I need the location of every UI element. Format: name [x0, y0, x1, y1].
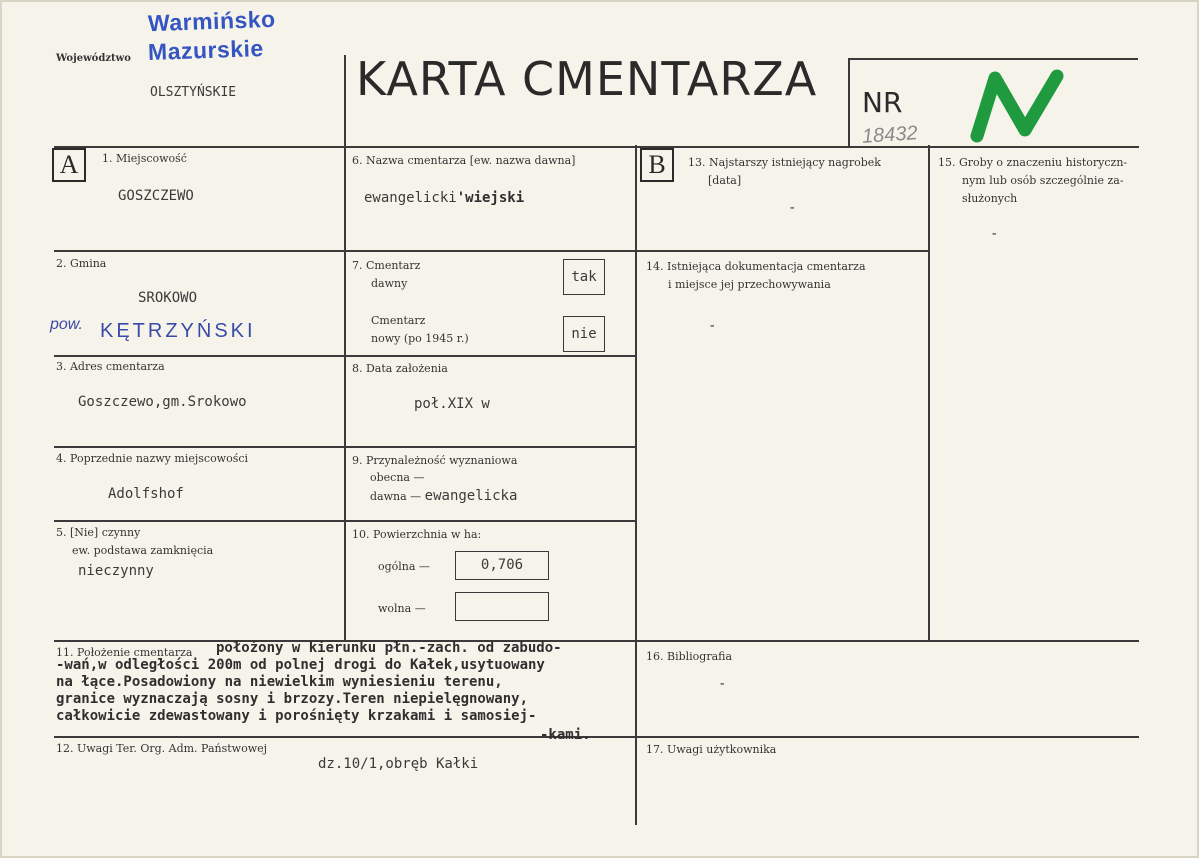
field11-label: 11. Położenie cmentarza: [56, 646, 193, 659]
row-line-3b: [344, 355, 635, 357]
field6-value-b: 'wiejski: [456, 190, 525, 206]
field9-dawna-label: dawna —: [370, 490, 425, 503]
old-voivodeship: OLSZTYŃSKIE: [150, 85, 237, 100]
voivodeship-stamp-line1: Warmińsko: [147, 5, 277, 37]
field12-value: dz.10/1,obręb Kałki: [318, 756, 479, 772]
field3-value: Goszczewo,gm.Srokowo: [78, 394, 247, 410]
section-b-letter: B: [640, 148, 674, 182]
row-line-7: [54, 736, 1139, 738]
field2-hand-value: KĘTRZYŃSKI: [100, 320, 256, 342]
row-line-3a: [54, 355, 344, 357]
field10-ogolna-box: 0,706: [455, 551, 549, 580]
field5-sublabel: ew. podstawa zamknięcia: [72, 544, 214, 557]
field15-value: -: [990, 226, 999, 242]
field7-label2: Cmentarz: [371, 314, 426, 327]
field9-label: 9. Przynależność wyznaniowa: [352, 454, 518, 467]
field7-nowy-label: nowy (po 1945 r.): [371, 332, 469, 345]
field13-value: -: [788, 200, 797, 216]
field7-box-nowy: nie: [563, 316, 605, 352]
nr-handwritten: 18432: [861, 122, 919, 148]
field2-label: 2. Gmina: [56, 257, 107, 270]
divider-col2: [635, 145, 637, 825]
field11-line1: położony w kierunku płn.-zach. od zabudo-: [216, 640, 562, 656]
field10-label: 10. Powierzchnia w ha:: [352, 528, 482, 541]
field15-label-line3: służonych: [962, 192, 1018, 205]
field15-label-line2: nym lub osób szczególnie za-: [962, 174, 1124, 187]
page-title: KARTA CMENTARZA: [356, 52, 818, 106]
field4-value: Adolfshof: [108, 486, 184, 502]
green-marker-letter: [965, 68, 1075, 148]
field10-ogolna-label: ogólna —: [378, 560, 430, 573]
field5-value: nieczynny: [78, 563, 154, 579]
divider-col1: [344, 55, 346, 640]
field9-dawna-value: ewangelicka: [424, 488, 518, 504]
field7-dawny-label: dawny: [371, 277, 408, 290]
field14-value: -: [708, 318, 717, 334]
field11-line3: na łące.Posadowiony na niewielkim wyniesieniu terenu,: [56, 674, 503, 690]
divider-col3: [928, 145, 930, 642]
field5-label: 5. [Nie] czynny: [56, 526, 141, 539]
field7-box-dawny: tak: [563, 259, 605, 295]
field13-label: 13. Najstarszy istniejący nagrobek: [688, 156, 881, 169]
nr-left-line: [848, 58, 850, 148]
row-line-4: [54, 446, 635, 448]
field13-sublabel: [data]: [708, 174, 742, 187]
field6-label: 6. Nazwa cmentarza [ew. nazwa dawna]: [352, 154, 576, 167]
field6-value-a: ewangelicki: [364, 190, 457, 206]
field3-label: 3. Adres cmentarza: [56, 360, 165, 373]
field15-label: 15. Groby o znaczeniu historyczn-: [938, 156, 1128, 169]
field17-label: 17. Uwagi użytkownika: [646, 743, 777, 756]
field2-value: SROKOWO: [138, 290, 198, 306]
field11-line2: -wań,w odległości 200m od polnej drogi do Kałek,usytuowany: [56, 657, 545, 673]
nr-top-line: [848, 58, 1138, 60]
field9-obecna: obecna —: [370, 471, 425, 484]
section-a-letter: A: [52, 148, 86, 182]
row-line-5: [54, 520, 635, 522]
field11-line5: całkowicie zdewastowany i porośnięty krzakami i samosiej-: [56, 708, 537, 724]
field10-wolna-box: [455, 592, 549, 621]
row-line-top: [54, 146, 1139, 148]
field14-sublabel: i miejsce jej przechowywania: [668, 278, 831, 291]
field9-dawna: [370, 487, 517, 506]
wojewodztwo-label: Województwo: [56, 53, 131, 64]
field11-line6: -kami.: [540, 727, 591, 743]
voivodeship-stamp-line2: Mazurskie: [147, 34, 265, 66]
row-line-2: [54, 250, 928, 252]
field16-value: -: [718, 676, 727, 692]
field1-label: 1. Miejscowość: [102, 152, 187, 165]
field10-wolna-label: wolna —: [378, 602, 426, 615]
field11-line4: granice wyznaczają sosny i brzozy.Teren niepielęgnowany,: [56, 691, 529, 707]
nr-label: NR: [862, 86, 903, 119]
field2-hand-prefix: pow.: [50, 316, 83, 333]
field6-value: [364, 190, 524, 206]
field4-label: 4. Poprzednie nazwy miejscowości: [56, 452, 249, 465]
field8-value: poł.XIX w: [414, 396, 490, 412]
field1-value: GOSZCZEWO: [118, 188, 194, 204]
field7-label: 7. Cmentarz: [352, 259, 421, 272]
field14-label: 14. Istniejąca dokumentacja cmentarza: [646, 260, 866, 273]
field16-label: 16. Bibliografia: [646, 650, 733, 663]
field12-label: 12. Uwagi Ter. Org. Adm. Państwowej: [56, 742, 268, 755]
field8-label: 8. Data założenia: [352, 362, 448, 375]
